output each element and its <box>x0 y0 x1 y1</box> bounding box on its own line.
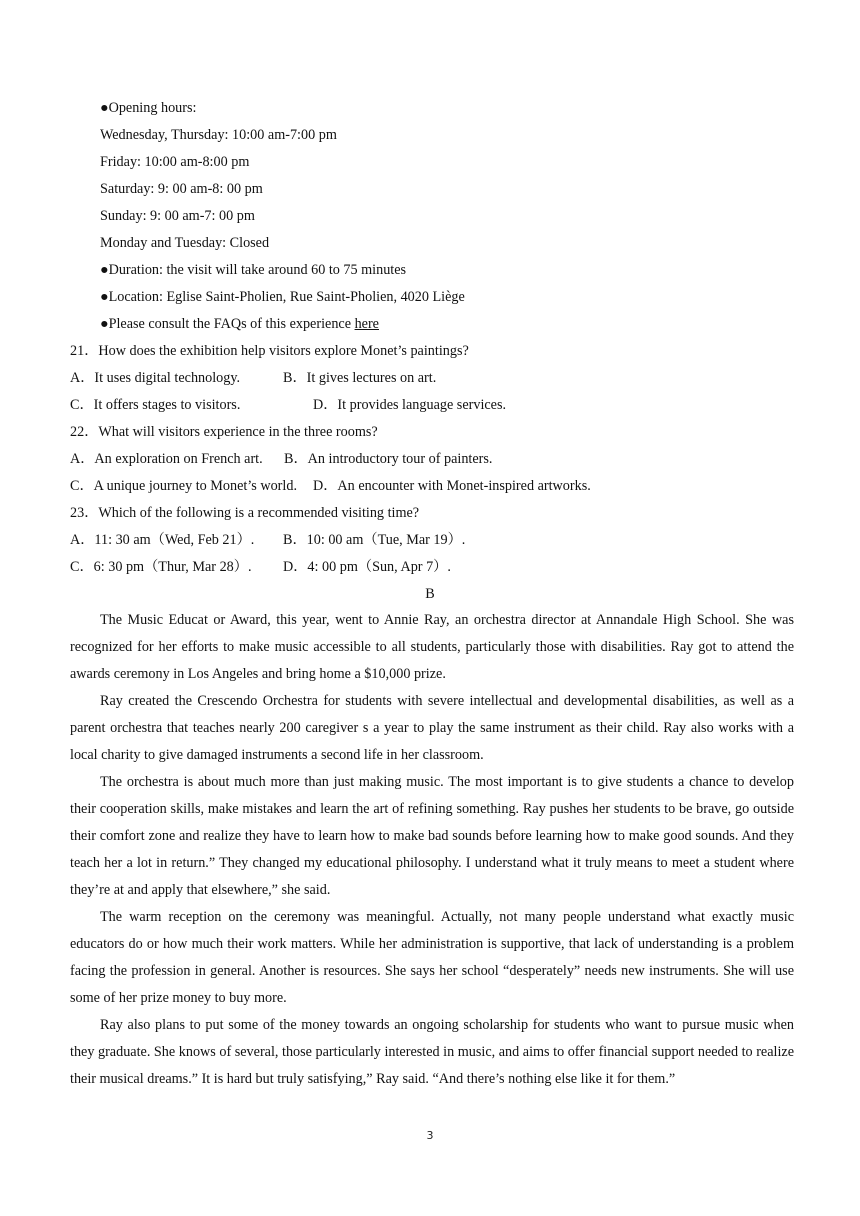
question-stem: 22．What will visitors experience in the three rooms? <box>70 424 378 440</box>
faq-line <box>100 314 379 334</box>
option: C．It offers stages to visitors. <box>70 397 241 413</box>
option: B．10: 00 am（Tue, Mar 19）. <box>283 532 466 548</box>
hours-line: Friday: 10:00 am-8:00 pm <box>100 154 250 170</box>
duration-line: ●Duration: the visit will take around 60 to 75 minutes <box>100 262 407 278</box>
option: D．An encounter with Monet-inspired artworks. <box>313 478 591 494</box>
faq-prefix: ●Please consult the FAQs of this experience <box>100 316 355 332</box>
option: D．4: 00 pm（Sun, Apr 7）. <box>283 559 451 575</box>
option: A．An exploration on French art. <box>70 451 263 467</box>
option: C．6: 30 pm（Thur, Mar 28）. <box>70 559 252 575</box>
option: C．A unique journey to Monet’s world. <box>70 478 297 494</box>
hours-line: Saturday: 9: 00 am-8: 00 pm <box>100 181 263 197</box>
option: B．It gives lectures on art. <box>283 370 437 386</box>
passage-paragraph: The orchestra is about much more than just making music. The most important is to give students a chance to develop their cooperation skills, make mistakes and learn the art of refining something. Ray pushes her students to be brave, go outside their comfort zone and realize they have to learn how to make bad sounds before learning how to make good sounds. And they teach her a lot in return.” They changed my educational philosophy. I understand what it truly means to meet a student where they’re at and apply that elsewhere,” she said. <box>70 774 794 898</box>
hours-line: Wednesday, Thursday: 10:00 am-7:00 pm <box>100 127 337 143</box>
passage-paragraph: The warm reception on the ceremony was meaningful. Actually, not many people understand what exactly music educators do or how much their work matters. While her administration is supportive, that lack of understanding is a problem facing the profession in general. Another is resources. She says her school “desperately” needs new instruments. She will use some of her prize money to buy more. <box>70 909 794 1006</box>
section-heading: B <box>425 586 435 602</box>
option: D．It provides language services. <box>313 397 507 413</box>
faq-link[interactable]: here <box>354 316 379 332</box>
location-line: ●Location: Eglise Saint-Pholien, Rue Saint-Pholien, 4020 Liège <box>100 289 465 305</box>
question-stem: 23．Which of the following is a recommended visiting time? <box>70 505 420 521</box>
hours-line: Monday and Tuesday: Closed <box>100 235 270 251</box>
option: A．It uses digital technology. <box>70 370 241 386</box>
passage-paragraph: Ray created the Crescendo Orchestra for students with severe intellectual and developmental disabilities, as well as a parent orchestra that teaches nearly 200 caregiver s a year to play the same instrument as their child. Ray also works with a local charity to give damaged instruments a second life in her classroom. <box>70 693 794 763</box>
question-stem: 21．How does the exhibition help visitors explore Monet’s paintings? <box>70 343 469 359</box>
opening-hours-title: ●Opening hours: <box>100 100 197 116</box>
passage-paragraph: The Music Educat or Award, this year, went to Annie Ray, an orchestra director at Annandale High School. She was recognized for her efforts to make music accessible to all students, particularly those with disabilities. Ray got to attend the awards ceremony in Los Angeles and bring home a $10,000 prize. <box>70 612 794 682</box>
hours-line: Sunday: 9: 00 am-7: 00 pm <box>100 208 255 224</box>
page-number: 3 <box>426 1129 434 1142</box>
option: A．11: 30 am（Wed, Feb 21）. <box>70 532 255 548</box>
option: B．An introductory tour of painters. <box>284 451 493 467</box>
passage-paragraph: Ray also plans to put some of the money towards an ongoing scholarship for students who want to pursue music when they graduate. She knows of several, those particularly interested in music, and aims to offer financial support needed to realize their musical dreams.” It is hard but truly satisfying,” Ray said. “And there’s nothing else like it for them.” <box>70 1017 794 1087</box>
